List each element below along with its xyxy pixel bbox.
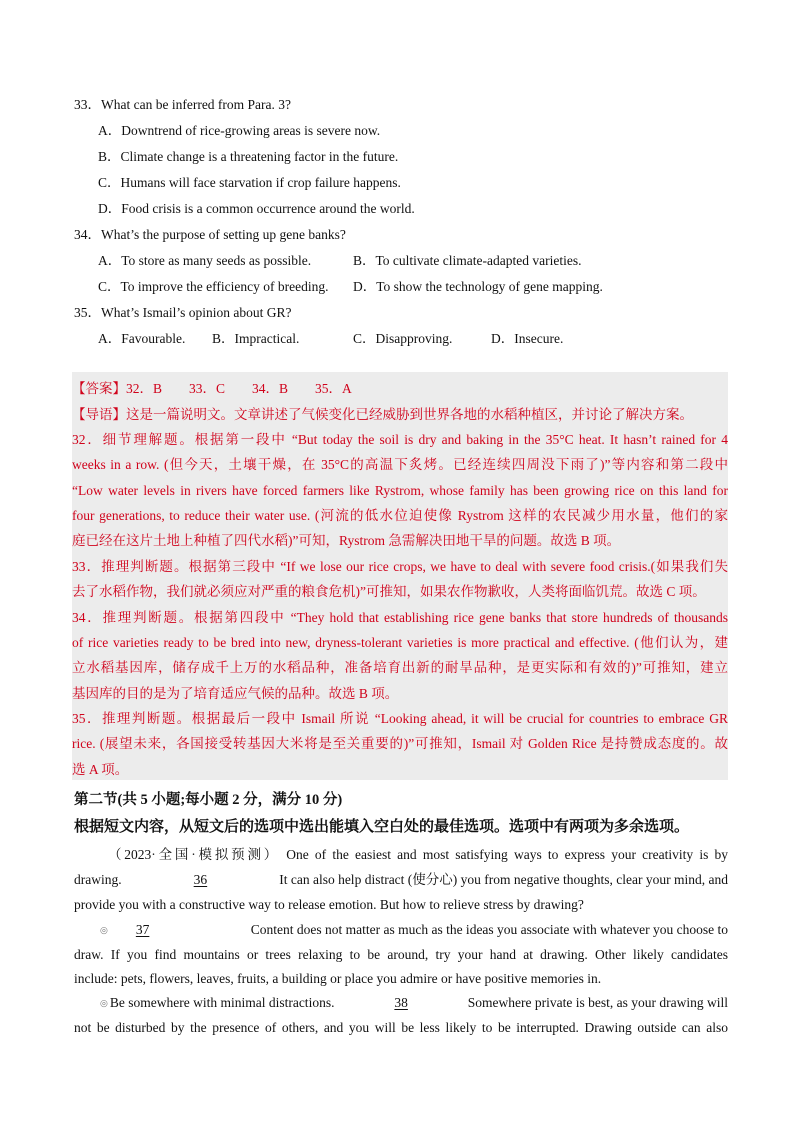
question-33-stem: 33．What can be inferred from Para. 3? [74,97,292,112]
guide-line: 【导语】这是一篇说明文。文章讲述了气候变化已经威胁到世界各地的水稻种植区，并讨论了解决方案。 [72,407,693,422]
blank-38: 38 [394,995,408,1010]
question-34-stem: 34．What’s the purpose of setting up gene banks? [74,227,346,242]
passage-line: draw. If you find mountains or trees relaxing to be around, try your hand at drawing. Other likely candidates [74,947,728,962]
blank-37: 37 [135,922,150,937]
question-34-option-a: A．To store as many seeds as possible. [98,253,312,268]
passage-text: drawing. [74,872,122,887]
passage-text: Content does not matter as much as the ideas you associate with whatever you choose to [250,922,728,937]
explanation-line: 32．细节理解题。根据第一段中 “But today the soil is dry and baking in the 35°C heat. It hasn’t rained for 4 [72,432,728,447]
explanation-line: of rice varieties ready to be bred into new, dryness-tolerant varieties is more practical and effective. (他们认为，建 [72,635,728,650]
question-34-option-d: D．To show the technology of gene mapping. [353,279,603,294]
question-34-option-b: B．To cultivate climate-adapted varieties. [353,253,582,268]
answer-key-line: 【答案】32．B 33．C 34．B 35．A [72,381,352,396]
passage-text: Be somewhere with minimal distractions. [109,995,335,1010]
passage-text: It can also help distract (使分心) you from negative thoughts, clear your mind, and [279,872,728,887]
explanation-line: four generations, to reduce their water use. (河流的低水位迫使像 Rystrom 这样的农民减少用水量，他们的家 [72,508,728,523]
blank-36: 36 [193,872,208,887]
passage-line: （2023·全国·模拟预测） One of the easiest and most satisfying ways to express your creativity is by [108,847,728,862]
explanation-line: 选 A 项。 [72,762,129,777]
explanation-line: 33．推理判断题。根据第三段中 “If we lose our rice crops, we have to deal with severe food crisis.(如果我们失 [72,559,728,574]
question-33-option-c: C．Humans will face starvation if crop failure happens. [98,175,401,190]
passage-line: provide you with a constructive way to release emotion. But how to relieve stress by drawing? [74,897,584,912]
section-heading: 第二节(共 5 小题;每小题 2 分，满分 10 分) [74,792,343,808]
question-35-option-d: D．Insecure. [491,331,564,346]
bullet-icon: ◎ [100,998,108,1008]
answer-explanation-box [72,372,728,780]
question-35-option-c: C．Disapproving. [353,331,453,346]
passage-line [100,994,728,1012]
passage-text: Somewhere private is best, as your drawing will [467,995,728,1010]
explanation-line: weeks in a row. (但今天，土壤干燥，在 35°C的高温下炙烤。已经连续四周没下雨了)”等内容和第二段中 [72,457,728,472]
explanation-line: 35．推理判断题。根据最后一段中 Ismail 所说 “Looking ahead, it will be crucial for countries to embrace GR [72,711,728,726]
question-35-option-b: B．Impractical. [212,331,300,346]
passage-line: not be disturbed by the presence of others, and you will be less likely to be interrupted. Drawing outside can also [74,1020,728,1035]
question-33-option-d: D．Food crisis is a common occurrence around the world. [98,201,415,216]
explanation-line: 立水稻基因库，储存成千上万的水稻品种，准备培育出新的耐旱品种，是更实际和有效的)”可推知，建立 [72,660,728,675]
explanation-line: 34．推理判断题。根据第四段中 “They hold that establishing rice gene banks that store hundreds of thousands [72,610,728,625]
question-34-option-c: C．To improve the efficiency of breeding. [98,279,329,294]
question-33-option-b: B．Climate change is a threatening factor in the future. [98,149,399,164]
question-35-stem: 35．What’s Ismail’s opinion about GR? [74,305,292,320]
question-33-option-a: A．Downtrend of rice-growing areas is severe now. [98,123,381,138]
question-35-option-a: A．Favourable. [98,331,186,346]
explanation-line: “Low water levels in rivers have forced farmers like Rystrom, whose family has been growing rice on this land for [72,483,728,498]
explanation-line: 基因库的目的是为了培育适应气候的品种。故选 B 项。 [72,686,399,701]
passage-line: include: pets, flowers, leaves, fruits, a building or place you admire or have positive memories in. [74,971,602,986]
section-instruction: 根据短文内容，从短文后的选项中选出能填入空白处的最佳选项。选项中有两项为多余选项。 [74,819,690,835]
explanation-line: 去了水稻作物，我们就必须应对严重的粮食危机)”可推知，如果农作物歉收，人类将面临饥荒。故选 C 项。 [72,584,706,599]
explanation-line: rice. (展望未来，各国接受转基因大米将是至关重要的)”可推知，Ismail 对 Golden Rice 是持赞成态度的。故 [72,736,728,751]
passage-line [100,921,728,939]
passage-line [74,871,728,889]
explanation-line: 庭已经在这片土地上种植了四代水稻)”可知，Rystrom 急需解决田地干旱的问题。故选 B 项。 [72,533,621,548]
bullet-icon: ◎ [100,925,108,935]
